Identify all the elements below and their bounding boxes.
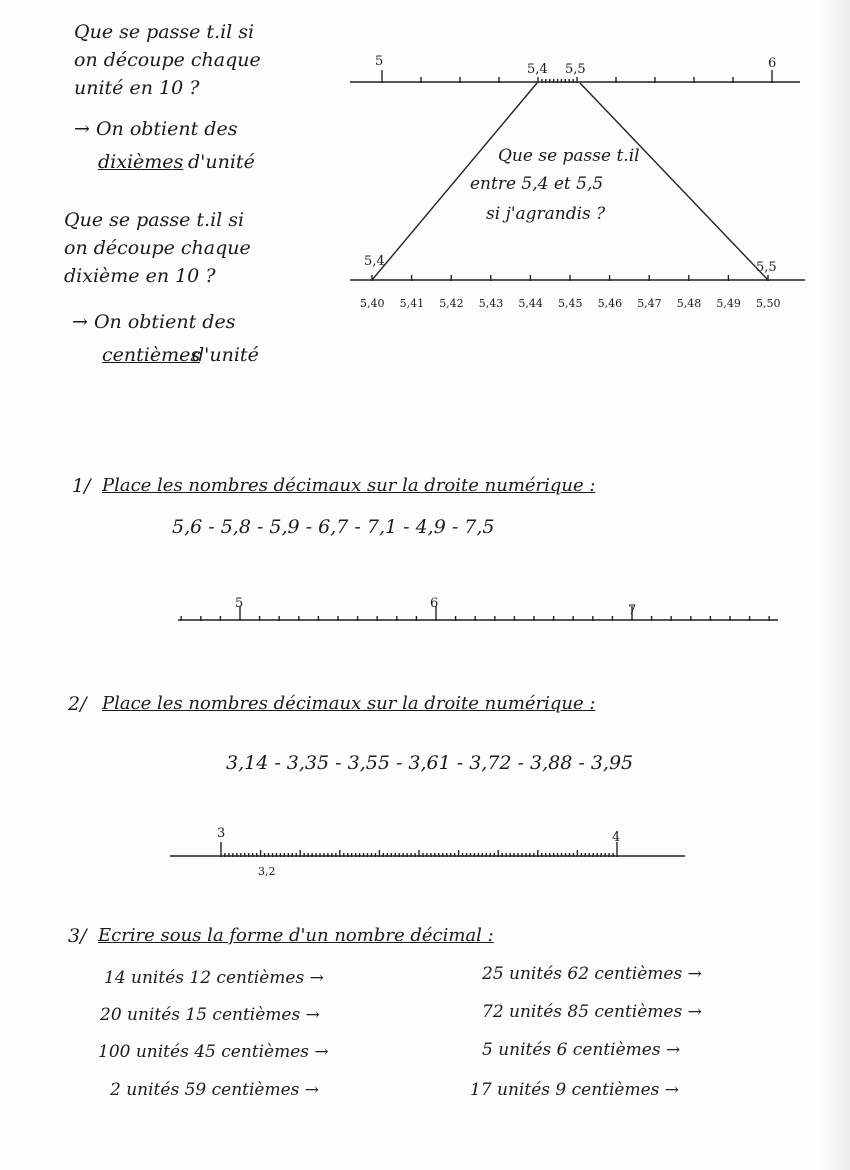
ex2-axis-label-3: 3 [217, 826, 226, 841]
zoom-bottom-tick-label: 5,46 [597, 297, 623, 310]
zoom-left-connector [372, 83, 537, 280]
zoom-bottom-tick-label: 5,47 [637, 297, 662, 310]
zoom-question-line-3: si j'agrandis ? [486, 204, 606, 224]
ex3-item-left-1: 14 unités 12 centièmes → [104, 968, 324, 988]
ex1-axis-label-7: 7 [628, 603, 637, 618]
zoom-bottom-tick-label: 5,49 [716, 297, 741, 310]
ex1-title: Place les nombres décimaux sur la droite numérique : [102, 475, 596, 496]
ex2-number: 2/ [68, 693, 87, 715]
ex1-number: 1/ [72, 475, 91, 497]
ex2-ticks [221, 842, 617, 857]
ex3-item-right-4: 17 unités 9 centièmes → [470, 1080, 680, 1100]
ex2-axis-sub-label: 3,2 [258, 865, 276, 878]
ex1-axis-label-5: 5 [235, 596, 244, 611]
ex2-title: Place les nombres décimaux sur la droite numérique : [102, 693, 596, 714]
zoom-bottom-tick-label: 5,48 [676, 297, 702, 310]
zoom-bottom-tick-label: 5,50 [756, 297, 781, 310]
ex3-item-left-2: 20 unités 15 centièmes → [100, 1005, 320, 1025]
ex3-item-right-1: 25 unités 62 centièmes → [482, 964, 702, 984]
intro-question-1-line-1: Que se passe t.il si [74, 21, 255, 43]
ex3-title: Ecrire sous la forme d'un nombre décimal : [98, 925, 494, 946]
zoom-top-ticks [382, 70, 772, 83]
intro-question-1-line-3: unité en 10 ? [74, 77, 200, 99]
zoom-corner-left-label: 5,4 [364, 254, 385, 269]
zoom-bottom-tick-label: 5,40 [360, 297, 385, 310]
zoom-bottom-tick-label: 5,42 [439, 297, 464, 310]
intro-answer-2-prefix: → On obtient des [72, 311, 236, 333]
zoom-right-connector [580, 83, 768, 280]
intro-answer-1-prefix: → On obtient des [74, 118, 238, 140]
intro-answer-2-suffix: d'unité [192, 344, 259, 366]
ex2-axis-label-4: 4 [612, 830, 621, 845]
intro-answer-2-keyword: centièmes [102, 344, 201, 366]
intro-answer-1-keyword: dixièmes [98, 151, 184, 173]
ex3-item-right-2: 72 unités 85 centièmes → [482, 1002, 702, 1022]
zoom-question-line-2: entre 5,4 et 5,5 [470, 174, 604, 194]
zoom-bottom-tick-label: 5,45 [558, 297, 583, 310]
ex1-numbers-list: 5,6 - 5,8 - 5,9 - 6,7 - 7,1 - 4,9 - 7,5 [172, 516, 495, 538]
ex1-axis-label-6: 6 [430, 596, 439, 611]
zoom-bottom-tick-label: 5,41 [399, 297, 425, 310]
zoom-bottom-tick-label: 5,44 [518, 297, 543, 310]
zoom-top-label-5-5: 5,5 [565, 62, 586, 77]
ex3-item-left-4: 2 unités 59 centièmes → [110, 1080, 320, 1100]
intro-question-2-line-2: on découpe chaque [64, 237, 251, 259]
ex3-item-right-3: 5 unités 6 centièmes → [482, 1040, 681, 1060]
zoom-top-label-6: 6 [768, 56, 777, 71]
intro-answer-1-suffix: d'unité [188, 151, 255, 173]
ex1-ticks [181, 606, 769, 621]
zoom-bottom-tick-label: 5,43 [478, 297, 504, 310]
intro-question-2-line-3: dixième en 10 ? [64, 265, 216, 287]
zoom-corner-right-label: 5,5 [756, 260, 777, 275]
intro-question-1-line-2: on découpe chaque [74, 49, 261, 71]
zoom-top-label-5-4: 5,4 [527, 62, 548, 77]
ex2-numbers-list: 3,14 - 3,35 - 3,55 - 3,61 - 3,72 - 3,88 - 3,95 [226, 752, 634, 774]
ex3-number: 3/ [68, 925, 87, 947]
zoom-top-label-5: 5 [375, 54, 384, 69]
intro-question-2-line-1: Que se passe t.il si [64, 209, 245, 231]
ex3-item-left-3: 100 unités 45 centièmes → [98, 1042, 329, 1062]
zoom-question-line-1: Que se passe t.il [498, 146, 640, 166]
